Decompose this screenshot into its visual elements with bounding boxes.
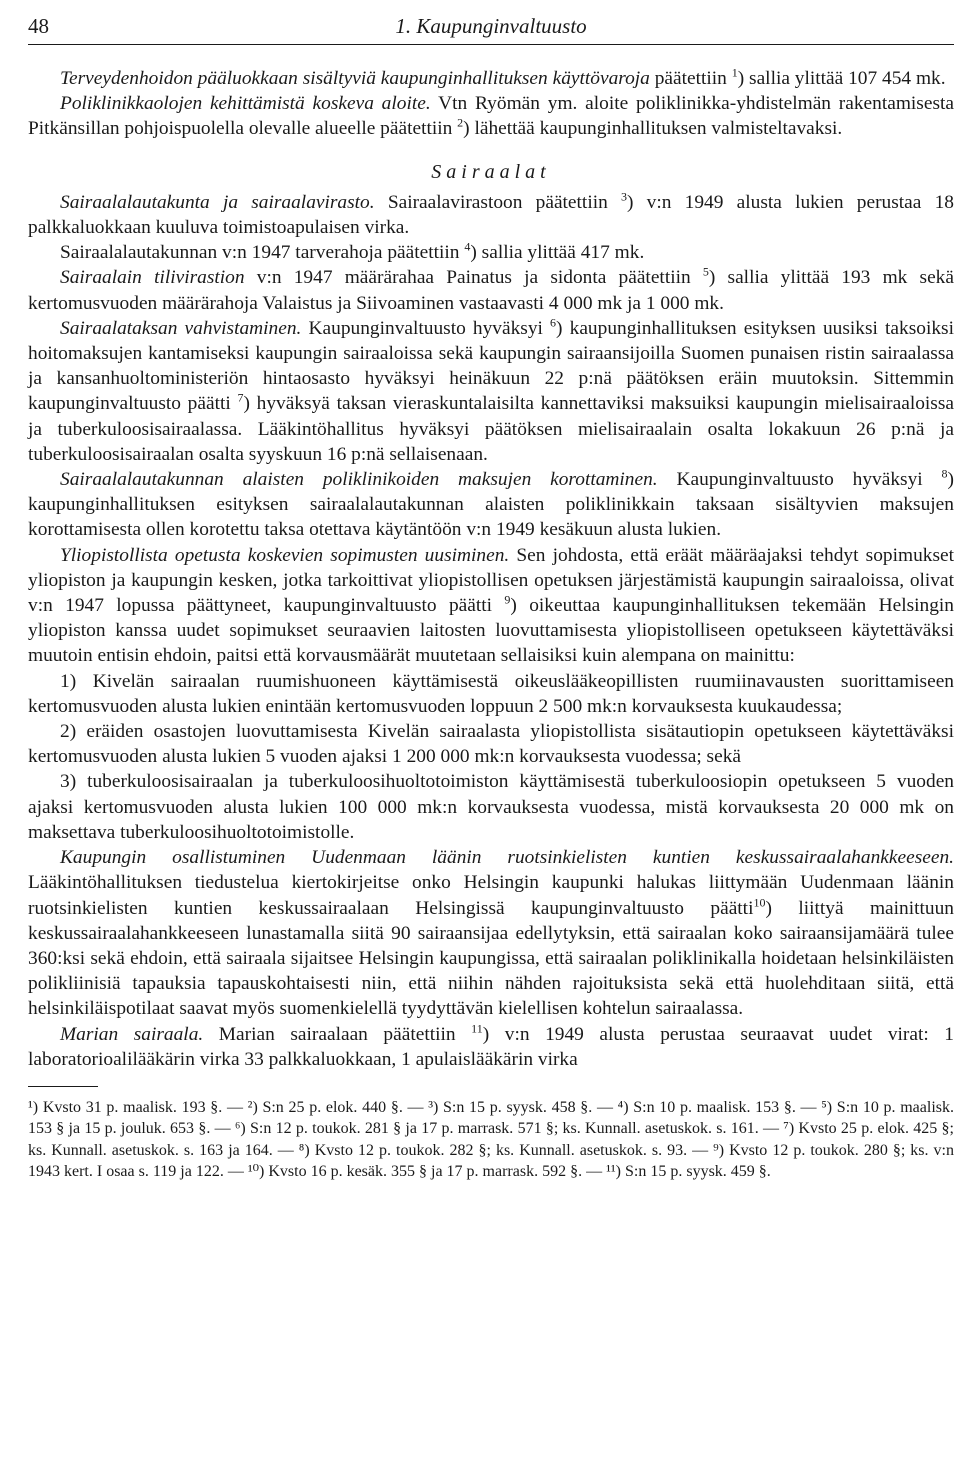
- paragraph-text: Lääkintöhallituksen tiedustelua kiertokirjeitse onko Helsingin kaupunki halukas liittymään Uudenmaan läänin ruotsinkielisten kuntien keskussairaalaan Helsingissä kaupunginvaltuusto päätti: [28, 872, 954, 919]
- paragraph-text: 3) tuberkuloosisairaalan ja tuberkuloosihuoltotoimiston käyttämisestä tuberkuloosiopin opetukseen 5 vuoden ajaksi kertomusvuoden alusta lukien 100 000 mk:n korvauksesta vuodessa, mistä korvauksesta 20 000 mk on maksettava tuberkuloosihuoltotoimistolle.: [28, 771, 954, 843]
- paragraph: [28, 1022, 954, 1072]
- paragraph-lead: Sairaalataksan vahvistaminen.: [60, 317, 302, 339]
- paragraph-lead: Kaupungin osallistuminen Uudenmaan läänin ruotsinkielisten kuntien keskussairaalahankkeeseen.: [60, 847, 954, 869]
- footnote-ref: 5: [702, 264, 709, 279]
- list-item: [28, 719, 954, 769]
- footnote-ref: 1: [731, 65, 738, 80]
- paragraph-text: Sairaalalautakunnan v:n 1947 tarverahoja päätettiin: [60, 242, 465, 264]
- paragraph-lead: Poliklinikkaolojen kehittämistä koskeva aloite.: [60, 93, 431, 115]
- paragraph-lead: Terveydenhoidon pääluokkaan sisältyviä kaupunginhallituksen käyttövaroja: [60, 68, 650, 89]
- footnote-ref: 9: [504, 592, 511, 607]
- paragraph-text: ) v:n 1949 alusta lukien perustaa 18 palkkaluokkaan kuuluva toimistoapulaisen virka.: [28, 191, 954, 239]
- paragraph: [28, 467, 954, 543]
- paragraph-lead: Sairaalalautakunta ja sairaalavirasto.: [60, 191, 375, 213]
- header-rule: [28, 44, 954, 45]
- paragraph-text: 2) eräiden osastojen luovuttamisesta Kivelän sairaalasta yliopistollista sisätautiopin opetukseen käytettäväksi kertomusvuoden alusta lukien 5 vuoden ajaksi 1 200 000 mk:n korvauksesta vuodessa; sekä: [28, 721, 954, 768]
- paragraph-text: Vtn Ryömän ym. aloite poliklinikka-yhdistelmän rakentamisesta Pitkänsillan pohjoispuolella olevalle alueelle päätettiin: [28, 93, 955, 140]
- list-item: [28, 769, 954, 845]
- footnote-ref: 11: [471, 1021, 483, 1036]
- paragraph-lead: Sairaalain tilivirastion: [60, 267, 245, 289]
- paragraph-text: ) lähettää kaupunginhallituksen valmisteltavaksi.: [463, 118, 843, 140]
- paragraph-text: Sairaalavirastoon päätettiin: [374, 191, 621, 213]
- paragraph-text: ) sallia ylittää 193 mk sekä kertomusvuoden määrärahoja Valaistus ja Siivoaminen vastaavasti 4 000 mk ja 1 000 mk.: [28, 267, 954, 314]
- paragraph-text: ) oikeuttaa kaupunginhallituksen tekemään Helsingin yliopiston kanssa uudet sopimukset seuraavien laitosten luovuttamisesta yliopistolliseen opetukseen käytettäväksi muutoin entisin ehdoin, paitsi että korvausmäärät muutetaan sellaisiksi kuin alempana on mainittu:: [28, 595, 954, 667]
- paragraph: [28, 91, 954, 141]
- paragraph-text: 1) Kivelän sairaalan ruumishuoneen käyttämisestä oikeuslääkeopillisten ruumiinavausten suorittamiseen kertomusvuoden alusta lukien enintään kertomusvuoden loppuun 2 500 mk:n korvauksesta kuukaudessa;: [28, 670, 954, 717]
- footnote-ref: 10: [753, 895, 766, 910]
- list-item: [28, 669, 954, 719]
- footnote-ref: 2: [457, 115, 464, 130]
- footnote-ref: 3: [621, 189, 627, 204]
- body-text: [28, 66, 954, 1183]
- footnote-ref: 7: [237, 390, 244, 405]
- paragraph-lead: Yliopistollista opetusta koskevien sopimusten uusiminen.: [60, 544, 510, 566]
- paragraph-lead: Sairaalalautakunnan alaisten poliklinikoiden maksujen korottaminen.: [60, 469, 658, 491]
- paragraph-text: ) liittyä mainittuun keskussairaalahankkeeseen lunastamalla siitä 90 sairaansijaa edellytyksin, että sairaalan koko sairaansijamäärä tulee 360:ksi sekä ehdoin, että sairaala sijaitsee Helsingin kaupungissa, että sairaalan poliklinikalla hoidetaan helsinkiläisten polikliinisiä tapauksia tapauskohtaisesti niin, että niihin nähden rajoituksista sekä että huolehditaan siitä, että helsinkiläispotilaat saavat myös suomenkielellä tyydyttävän kielellisen kohtelun sairaalassa.: [28, 897, 954, 1020]
- document-page: [28, 14, 954, 1183]
- paragraph-text: Kaupunginvaltuusto hyväksyi: [301, 317, 551, 339]
- paragraph-text: Sen johdosta, että eräät määräajaksi tehdyt sopimukset yliopiston ja kaupungin kesken, jotka tarkoittivat yliopistollisen opetuksen järjestämistä kaupungin sairaaloissa, olivat v:n 1947 lopussa päättyneet, kaupunginvaltuusto päätti: [28, 544, 954, 617]
- paragraph: [28, 265, 954, 315]
- paragraph-text: Kaupunginvaltuusto hyväksyi: [657, 469, 942, 491]
- paragraph: [28, 316, 954, 467]
- paragraph: [28, 66, 954, 91]
- paragraph-text: ) hyväksyä taksan vieraskuntalaisilta kannettaviksi maksuiksi kaupungin mielisairaaloissa ja tuberkuloosisairaalassa. Lääkintöhallitus hyväksyi päätöksen mielisairaalain osalta lokakuun 26 p:nä ja tuberkuloosisairaalan osalta syyskuun 16 p:nä sellaisenaan.: [28, 393, 954, 465]
- paragraph-text: päätettiin: [649, 68, 732, 89]
- section-title: Sairaalat: [431, 160, 551, 183]
- paragraph-text: ) sallia ylittää 107 454 mk.: [737, 68, 946, 89]
- paragraph-text: ) v:n 1949 alusta perustaa seuraavat uudet virat: 1 laboratorioalilääkärin virka 33 palkkaluokkaan, 1 apulaislääkärin virka: [28, 1023, 954, 1070]
- paragraph-text: ) kaupunginhallituksen esityksen uusiksi taksoiksi hoitomaksujen kantamiseksi kaupungin sairaaloissa sekä kaupungin sairaansijoilla Suomen punaisen ristin sairaalassa ja kansanhuoltoministeriön hintaosasto hyväksyi heinäkuun 22 p:nä päätöksen eräin muutoksin. Sittemmin kaupunginvaltuusto päätti: [28, 317, 954, 415]
- paragraph-text: Marian sairaalaan päätettiin: [203, 1023, 472, 1045]
- footnote-ref: 8: [941, 466, 948, 481]
- running-title: 1. Kaupunginvaltuusto: [395, 14, 587, 38]
- page-number: 48: [28, 14, 49, 38]
- footnote-ref: 4: [464, 239, 471, 254]
- paragraph-text: ) sallia ylittää 417 mk.: [470, 242, 645, 264]
- footnote-rule: [28, 1086, 98, 1087]
- paragraph: [28, 845, 954, 1021]
- paragraph: [28, 543, 954, 669]
- page-header: [28, 14, 954, 54]
- paragraph: [28, 190, 954, 240]
- footnote-ref: 6: [550, 315, 557, 330]
- paragraph-text: ) kaupunginhallituksen esityksen sairaalalautakunnan alaisten poliklinikkain taksaan sisältyvien maksujen korottamisesta ollen korotettu taksa otettava käytäntöön v:n 1949 kesäkuun alusta lukien.: [28, 469, 954, 541]
- paragraph-lead: Marian sairaala.: [60, 1023, 204, 1045]
- paragraph-text: v:n 1947 määrärahaa Painatus ja sidonta päätettiin: [244, 267, 703, 289]
- paragraph: [28, 240, 954, 265]
- footnotes: ¹) Kvsto 31 p. maalisk. 193 §. — ²) S:n 25 p. elok. 440 §. — ³) S:n 15 p. syysk. 458 §. — ⁴) S:n 10 p. maalisk. 153 §. — ⁵) S:n 10 p. maalisk. 153 § ja 15 p. jouluk. 653 §. — ⁶) S:n 12 p. toukok. 281 § ja 17 p. marrask. 571 §; ks. Kunnall. asetuskok. s. 161. — ⁷) Kvsto 25 p. elok. 425 §; ks. Kunnall. asetuskok. s. 163 ja 164. — ⁸) Kvsto 12 p. toukok. 282 §; ks. Kunnall. asetuskok. s. 93. — ⁹) Kvsto 12 p. toukok. 280 §; ks. v:n 1943 kert. I osaa s. 119 ja 122. — ¹⁰) Kvsto 16 p. kesäk. 355 § ja 17 p. marrask. 592 §. — ¹¹) S:n 15 p. syysk. 459 §.: [28, 1098, 954, 1181]
